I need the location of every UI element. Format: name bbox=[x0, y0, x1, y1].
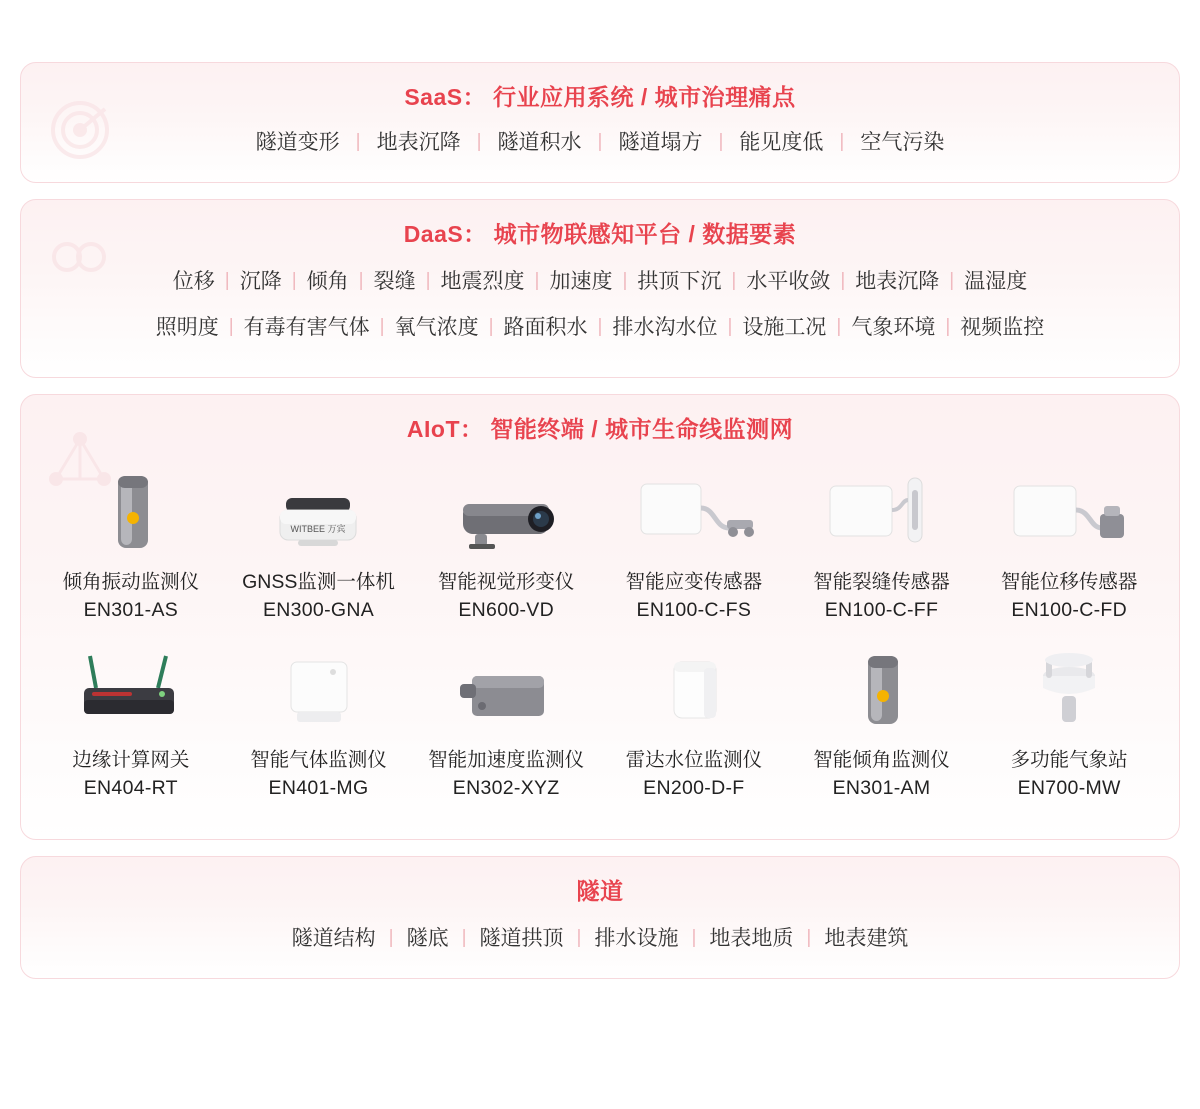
daas-tag: 拱顶下沉 bbox=[637, 270, 722, 293]
separator: | bbox=[228, 315, 234, 337]
infinity-watermark-icon bbox=[47, 234, 113, 300]
aiot-device-grid bbox=[21, 458, 1179, 839]
device-model: EN100-C-FF bbox=[824, 599, 939, 622]
daas-tag: 气象环境 bbox=[851, 316, 936, 339]
separator: | bbox=[949, 269, 955, 291]
daas-tag: 水平收敛 bbox=[746, 270, 831, 293]
weather-station-icon bbox=[1024, 646, 1114, 734]
separator: | bbox=[836, 315, 842, 337]
daas-tag: 沉降 bbox=[239, 270, 282, 293]
gnss-monitor-icon bbox=[258, 468, 378, 556]
daas-tag: 裂缝 bbox=[373, 270, 416, 293]
saas-tag: 隧道塌方 bbox=[618, 131, 703, 154]
gas-monitor-icon bbox=[263, 646, 373, 734]
vision-deformation-camera-icon bbox=[441, 468, 571, 556]
tunnel-tag: 排水设施 bbox=[594, 927, 679, 951]
saas-tag: 地表沉降 bbox=[376, 131, 461, 154]
device-card[interactable] bbox=[975, 462, 1163, 636]
device-name: 智能应变传感器 bbox=[625, 571, 763, 593]
separator: | bbox=[534, 269, 540, 291]
device-model: EN100-C-FD bbox=[1011, 599, 1127, 622]
strain-sensor-icon bbox=[629, 468, 759, 556]
radar-water-level-icon bbox=[644, 646, 744, 734]
daas-tag: 设施工况 bbox=[742, 316, 827, 339]
saas-layer-card bbox=[20, 62, 1180, 183]
device-name: 智能位移传感器 bbox=[1000, 571, 1138, 593]
separator: | bbox=[731, 269, 737, 291]
saas-tag: 空气污染 bbox=[860, 131, 945, 154]
device-name: 倾角振动监测仪 bbox=[62, 571, 200, 593]
saas-tag-row bbox=[21, 126, 1179, 182]
device-card[interactable] bbox=[412, 462, 600, 636]
edge-gateway-icon bbox=[66, 646, 196, 734]
device-card[interactable] bbox=[600, 640, 788, 814]
displacement-sensor-icon bbox=[1004, 468, 1134, 556]
device-model: EN301-AM bbox=[832, 776, 931, 799]
daas-tag: 排水沟水位 bbox=[612, 316, 718, 339]
tunnel-tag: 隧底 bbox=[406, 927, 449, 951]
device-model: EN401-MG bbox=[268, 776, 369, 799]
separator: | bbox=[488, 315, 494, 337]
saas-tag: 隧道积水 bbox=[497, 131, 582, 154]
separator: | bbox=[388, 926, 394, 948]
device-card[interactable] bbox=[788, 462, 976, 636]
separator: | bbox=[718, 130, 724, 152]
tunnel-tag: 隧道结构 bbox=[291, 927, 376, 951]
device-name: 智能视觉形变仪 bbox=[437, 571, 575, 593]
svg-text:WITBEE 万宾: WITBEE 万宾 bbox=[290, 524, 346, 534]
device-model: EN200-D-F bbox=[643, 776, 745, 799]
device-name: 多功能气象站 bbox=[1010, 748, 1128, 771]
device-card[interactable] bbox=[600, 462, 788, 636]
daas-tag: 氧气浓度 bbox=[394, 316, 479, 339]
daas-title: DaaS： 城市物联感知平台 / 数据要素 bbox=[403, 221, 797, 247]
device-name: 智能倾角监测仪 bbox=[813, 748, 950, 771]
saas-tag: 能见度低 bbox=[739, 131, 824, 154]
device-model: EN301-AS bbox=[83, 599, 179, 622]
daas-layer-card bbox=[20, 199, 1180, 378]
device-card[interactable] bbox=[37, 640, 225, 814]
device-model: EN302-XYZ bbox=[452, 776, 560, 799]
separator: | bbox=[597, 315, 603, 337]
daas-tag: 路面积水 bbox=[503, 316, 588, 339]
daas-tag: 视频监控 bbox=[960, 316, 1045, 339]
device-model: EN300-GNA bbox=[262, 599, 375, 622]
separator: | bbox=[727, 315, 733, 337]
device-name: 边缘计算网关 bbox=[72, 748, 190, 771]
daas-tag: 地表沉降 bbox=[855, 270, 940, 293]
tunnel-tag: 地表地质 bbox=[709, 927, 794, 951]
tunnel-tag: 地表建筑 bbox=[824, 927, 909, 951]
tunnel-title: 隧道 bbox=[576, 878, 624, 905]
tunnel-layer-card bbox=[20, 856, 1180, 979]
daas-tag: 加速度 bbox=[549, 270, 613, 293]
device-card[interactable] bbox=[225, 462, 413, 636]
accelerometer-icon bbox=[446, 646, 566, 734]
device-card[interactable] bbox=[412, 640, 600, 814]
separator: | bbox=[597, 130, 603, 152]
separator: | bbox=[379, 315, 385, 337]
separator: | bbox=[839, 130, 845, 152]
separator: | bbox=[425, 269, 431, 291]
separator: | bbox=[806, 926, 812, 948]
daas-tag: 有毒有害气体 bbox=[243, 316, 370, 339]
device-name: 智能气体监测仪 bbox=[250, 748, 387, 771]
network-node-watermark-icon bbox=[47, 429, 113, 495]
separator: | bbox=[691, 926, 697, 948]
daas-tag-row-2 bbox=[21, 309, 1179, 355]
daas-tag: 位移 bbox=[172, 270, 215, 293]
separator: | bbox=[476, 130, 482, 152]
aiot-layer-card bbox=[20, 394, 1180, 840]
separator: | bbox=[576, 926, 582, 948]
separator: | bbox=[622, 269, 628, 291]
device-name: 雷达水位监测仪 bbox=[625, 748, 763, 771]
device-model: EN700-MW bbox=[1017, 776, 1121, 799]
separator: | bbox=[224, 269, 230, 291]
saas-tag: 隧道变形 bbox=[255, 131, 340, 154]
device-model: EN600-VD bbox=[458, 599, 554, 622]
target-watermark-icon bbox=[47, 97, 113, 163]
device-model: EN100-C-FS bbox=[636, 599, 752, 622]
crack-sensor-icon bbox=[816, 468, 946, 556]
saas-title: SaaS： 行业应用系统 / 城市治理痛点 bbox=[404, 84, 796, 110]
device-card[interactable] bbox=[225, 640, 413, 814]
tunnel-tag-row bbox=[21, 922, 1179, 978]
daas-tag: 地震烈度 bbox=[440, 270, 525, 293]
separator: | bbox=[358, 269, 364, 291]
device-name: GNSS监测一体机 bbox=[242, 571, 395, 593]
daas-tag-row-1 bbox=[21, 263, 1179, 309]
tunnel-tag: 隧道拱顶 bbox=[479, 927, 564, 951]
device-card[interactable] bbox=[788, 640, 976, 814]
separator: | bbox=[461, 926, 467, 948]
daas-tag: 照明度 bbox=[155, 316, 219, 339]
device-name: 智能加速度监测仪 bbox=[428, 748, 585, 771]
aiot-title: AIoT： 智能终端 / 城市生命线监测网 bbox=[406, 416, 794, 442]
daas-tag: 温湿度 bbox=[964, 270, 1028, 293]
daas-tag: 倾角 bbox=[306, 270, 349, 293]
device-card[interactable] bbox=[975, 640, 1163, 814]
separator: | bbox=[355, 130, 361, 152]
device-name: 智能裂缝传感器 bbox=[813, 571, 950, 593]
tilt-monitor-icon bbox=[846, 646, 916, 734]
device-model: EN404-RT bbox=[83, 776, 178, 799]
separator: | bbox=[291, 269, 297, 291]
daas-tag-rows bbox=[21, 263, 1179, 377]
separator: | bbox=[840, 269, 846, 291]
separator: | bbox=[945, 315, 951, 337]
